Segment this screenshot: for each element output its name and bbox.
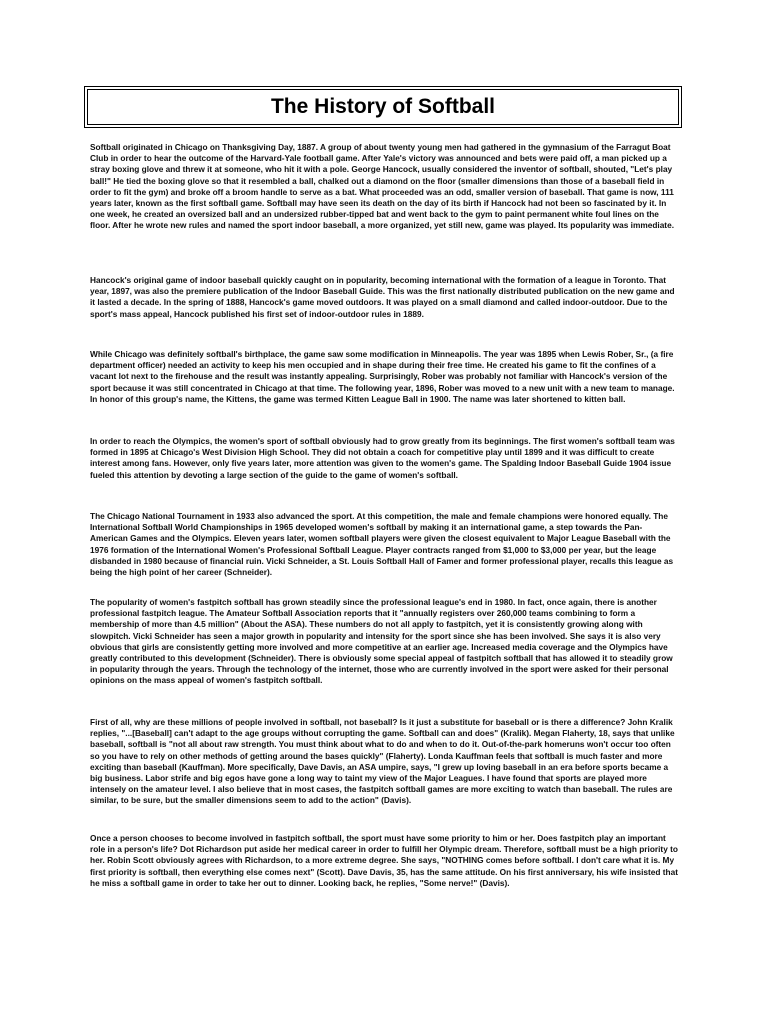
paragraph-5: The Chicago National Tournament in 1933 also advanced the sport. At this competition, the male and female champions were honored equally. The International Softball World Championships in 1965 developed women's softball by making it an international game, a step towards the Pan-American Games and the Olympics. Eleven years later, women softball players were given the closest equivalent to Major League Baseball with the 1976 formation of the International Women's Professional Softball League. Player contracts ranged from $1,000 to $3,000 per year, but the leage disbanded in 1980 because of financial ruin. Vicki Schneider, a St. Louis Softball Hall of Famer and former professional player, recalls this league as being the high point of her career (Schneider). [90,511,674,578]
title-inner-frame [87,89,679,125]
paragraph-8: Once a person chooses to become involved in fastpitch softball, the sport must have some priority to him or her. Does fastpitch play an important role in a person's life? Dot Richardson put aside her medical career in order to fulfill her Olympic dream. Therefore, softball must be a high priority to her. Robin Scott obviously agrees with Richardson, to a more extreme degree. She says, "NOTHING comes before softball. I don't care what it is. My first priority is softball, then everything else comes next" (Scott). Dave Davis, 35, has the same attitude. On his first anniversary, his wife insisted that he miss a softball game in order to take her out to dinner. Looking back, he replies, "Some nerve!" (Davis). [90,833,678,888]
paragraph-1: Softball originated in Chicago on Thanksgiving Day, 1887. A group of about twenty young men had gathered in the gymnasium of the Farragut Boat Club in order to hear the outcome of the Harvard-Yale football game. After Yale's victory was announced and bets were paid off, a man picked up a stray boxing glove and threw it at someone, who hit it with a pole. George Hancock, usually considered the inventor of softball, shouted, "Let's play ball!" He tied the boxing glove so that it resembled a ball, chalked out a diamond on the floor (smaller dimensions than those of a baseball field in order to fit the gym) and broke off a broom handle to serve as a bat. What proceeded was an odd, smaller version of baseball. That game is now, 111 years later, known as the first softball game. Softball may have seen its death on the day of its birth if Hancock had not been so fascinated by it. In one week, he created an oversized ball and an undersized rubber-tipped bat and went back to the gym to paint permanent white foul lines on the floor. After he wrote new rules and named the sport indoor baseball, a more organized, yet still new, game was played. Its popularity was immediate. [90,142,674,231]
page-title: The History of Softball [270,95,495,118]
title-frame [84,86,682,128]
paragraph-2: Hancock's original game of indoor baseball quickly caught on in popularity, becoming international with the formation of a league in Toronto. That year, 1897, was also the premiere publication of the Indoor Baseball Guide. This was the first nationally distributed publication on the new game and it lasted a decade. In the spring of 1888, Hancock's game moved outdoors. It was played on a small diamond and called indoor-outdoor. Due to the sport's mass appeal, Hancock published his first set of indoor-outdoor rules in 1889. [90,275,675,319]
paragraph-3: While Chicago was definitely softball's birthplace, the game saw some modification in Minneapolis. The year was 1895 when Lewis Rober, Sr., (a fire department officer) needed an activity to keep his men occupied and in shape during their free time. He created his game to fit the confines of a vacant lot next to the firehouse and the result was instantly appealing. Surprisingly, Rober was probably not familiar with Hancock's version of the sport because it was still concentrated in Chicago at that time. The following year, 1896, Rober was moved to a new unit with a new team to manage. In honor of this group's name, the Kittens, the game was termed Kitten League Ball in 1900. The name was later shortened to kitten ball. [90,349,675,404]
paragraph-6: The popularity of women's fastpitch softball has grown steadily since the professional league's end in 1980. In fact, once again, there is another professional fastpitch league. The Amateur Softball Association reports that it "annually registers over 260,000 teams combining to form a membership of more than 4.5 million" (About the ASA). These numbers do not all apply to fastpitch, yet it is consistently growing along with slowpitch. Vicki Schneider has seen a major growth in popularity and intensity for the sport since she has been involved. She says it is also very obvious that girls are consistently getting more involved and more competitive at an earlier age. Increased media coverage and the Olympics have greatly contributed to this development (Schneider). There is obviously some special appeal of fastpitch softball that has allowed it to steadily grow in popularity through the years. Through the technology of the internet, those who are currently involved in the sport were asked for their personal opinions on the mass appeal of women's fastpitch softball. [90,597,673,686]
paragraph-4: In order to reach the Olympics, the women's sport of softball obviously had to grow greatly from its beginnings. The first women's softball team was formed in 1895 at Chicago's West Division High School. They did not obtain a coach for competitive play until 1899 and it was difficult to create interest among fans. However, only five years later, more attention was given to the women's game. The Spalding Indoor Baseball Guide 1904 issue fueled this attention by devoting a large section of the guide to the game of women's softball. [90,436,675,480]
paragraph-7: First of all, why are these millions of people involved in softball, not baseball? Is it just a substitute for baseball or is there a difference? John Kralik replies, "...[Baseball] can't adapt to the age groups without corrupting the game. Softball can and does" (Kralik). Megan Flaherty, 18, says that unlike baseball, softball is "not all about raw strength. You must think about what to do and when to do it. Out-of-the-park homeruns won't occur too often so you have to rely on other methods of getting around the bases quickly" (Flaherty). Londa Kauffman feels that softball is much faster and more exciting than baseball (Kauffman). More specifically, Dave Davis, an ASA umpire, says, "I grew up loving baseball in an era before sports became a big business. Labor strife and big egos have gone a long way to taint my view of the Major Leagues. I have found that sports are played more intensely on the amateur level. I also believe that in most cases, the fastpitch softball games are more exciting to watch than baseball. The rules are similar, to be sure, but the smaller dimensions seem to add to the action" (Davis). [90,717,675,806]
